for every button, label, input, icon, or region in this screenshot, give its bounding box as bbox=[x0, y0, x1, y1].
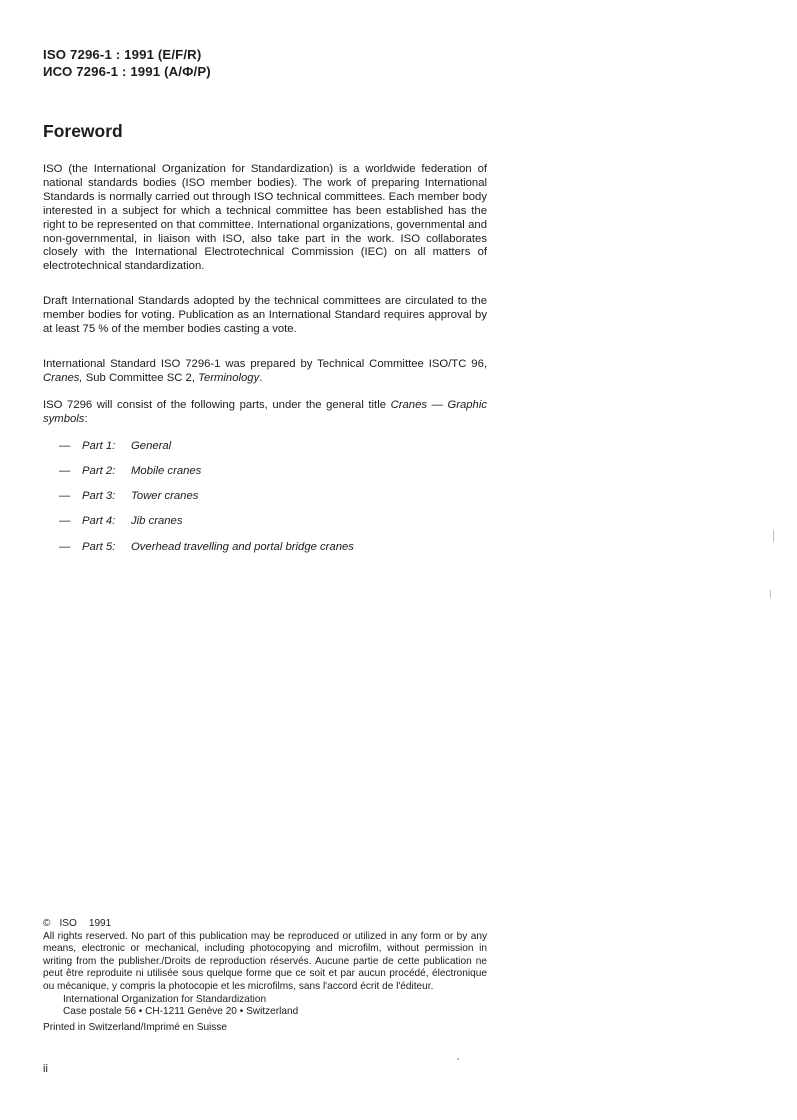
part-label: Part 1: bbox=[82, 440, 116, 452]
part-name: Mobile cranes bbox=[131, 465, 202, 477]
part-name: Tower cranes bbox=[131, 490, 199, 502]
parts-intro-end: : bbox=[84, 412, 88, 425]
part-label: Part 2: bbox=[82, 465, 116, 477]
paragraph-draft-standards: Draft International Standards adopted by the technical committees are circulated to the member bodies for voting. Publication as an International Standard requires approval by at least 75 % of the member bodies casting a vote. bbox=[43, 295, 487, 335]
parts-intro-text: ISO 7296 will consist of the following parts, under the general title bbox=[43, 399, 386, 411]
scan-speck bbox=[457, 1058, 459, 1060]
part-name: General bbox=[131, 440, 172, 452]
tc-name: Cranes, bbox=[43, 371, 83, 384]
copyright-org: ISO bbox=[59, 918, 77, 929]
prepared-by-end: . bbox=[259, 371, 263, 384]
copyright-year: 1991 bbox=[88, 918, 112, 929]
list-dash: — bbox=[59, 541, 71, 553]
part-label: Part 3: bbox=[82, 490, 116, 502]
publisher-name: International Organization for Standardization bbox=[63, 993, 267, 1005]
copyright-line bbox=[43, 918, 487, 931]
sub-committee-text: Sub Committee SC 2, bbox=[85, 371, 195, 384]
list-dash: — bbox=[59, 515, 71, 527]
part-name: Jib cranes bbox=[131, 515, 183, 527]
list-dash: — bbox=[59, 490, 71, 502]
paragraph-prepared-by bbox=[43, 358, 487, 386]
paragraph-iso-description: ISO (the International Organization for Standardization) is a worldwide federation of national standards bodies (ISO member bodies). The work of preparing International Standards is normally carried out through ISO technical committees. Each member body interested in a subject for which a technical committee has been established has the right to be represented on that committee. International organizations, governmental and non-governmental, in liaison with ISO, also take part in the work. ISO collaborates closely with the International Electrotechnical Commission (IEC) on all matters of electrotechnical standardization. bbox=[43, 163, 487, 273]
document-number-header: ISO 7296-1 : 1991 (E/F/R) bbox=[43, 47, 202, 62]
list-dash: — bbox=[59, 465, 71, 477]
prepared-by-text: International Standard ISO 7296-1 was prepared by Technical Committee ISO/TC 96, bbox=[43, 358, 487, 370]
page-number: ii bbox=[43, 1063, 48, 1075]
sc-name: Terminology bbox=[198, 371, 260, 384]
copyright-symbol: © bbox=[43, 918, 51, 929]
printed-in: Printed in Switzerland/Imprimé en Suisse bbox=[43, 1021, 228, 1033]
part-label: Part 5: bbox=[82, 541, 116, 553]
publisher-address: Case postale 56 • CH-1211 Genève 20 • Switzerland bbox=[63, 1006, 299, 1018]
list-dash: — bbox=[59, 440, 71, 452]
copyright-notice bbox=[43, 918, 487, 1034]
general-title: Cranes — Graphic symbols bbox=[43, 399, 488, 425]
paragraph-parts-intro bbox=[43, 399, 487, 427]
scan-speck bbox=[770, 590, 771, 598]
document-number-header-russian: ИСО 7296-1 : 1991 (А/Ф/Р) bbox=[43, 64, 211, 79]
part-label: Part 4: bbox=[82, 515, 116, 527]
scan-speck bbox=[773, 530, 774, 542]
rights-statement: All rights reserved. No part of this publication may be reproduced or utilized in any form or by any means, electronic or mechanical, including photocopying and microfilm, without permission in writing from the publisher./Droits de reproduction réservés. Aucune partie de cette publication ne peut être reproduite ni utilisée sous quelque forme que ce soit et par aucun procédé, électronique ou mécanique, y compris la photocopie et les microfilms, sans l'accord écrit de l'éditeur. bbox=[43, 930, 487, 992]
page-title: Foreword bbox=[43, 121, 123, 141]
part-name: Overhead travelling and portal bridge cranes bbox=[131, 541, 354, 553]
